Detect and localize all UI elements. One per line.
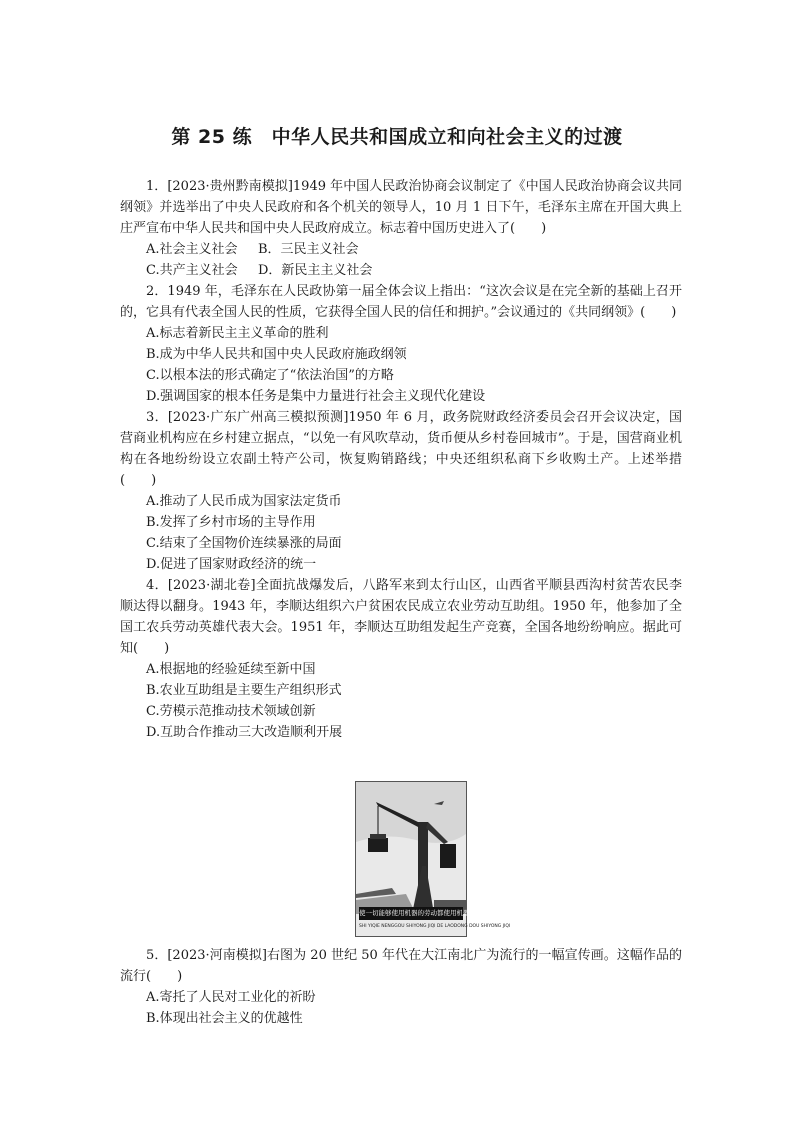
question-stem: 1．[2023·贵州黔南模拟]1949 年中国人民政治协商会议制定了《中国人民政治协商会议共同纲领》并选举出了中央人民政府和各个机关的领导人，10 月 1 日下午，毛泽东主席在开国大典上庄严宣布中华人民共和国中央人民政府成立。标志着中国历史进入了( ) bbox=[120, 179, 682, 236]
page-title: 第 25 练 中华人民共和国成立和向社会主义的过渡 bbox=[171, 126, 623, 148]
option-a: A.推动了人民币成为国家法定货币 bbox=[146, 494, 342, 509]
option-c: C.共产主义社会 bbox=[146, 263, 238, 278]
question-1 bbox=[120, 176, 682, 281]
question-3 bbox=[120, 407, 682, 575]
option-d: D．新民主主义社会 bbox=[258, 263, 373, 278]
propaganda-poster-image bbox=[355, 781, 511, 937]
question-stem: 5．[2023·河南模拟]右图为 20 世纪 50 年代在大江南北广为流行的一幅宣传画。这幅作品的流行( ) bbox=[120, 948, 682, 984]
question-4 bbox=[120, 575, 682, 743]
option-c: C.结束了全国物价连续暴涨的局面 bbox=[146, 536, 342, 551]
option-b: B.体现出社会主义的优越性 bbox=[146, 1011, 303, 1026]
option-a: A.寄托了人民对工业化的祈盼 bbox=[146, 990, 316, 1005]
option-a: A.标志着新民主主义革命的胜利 bbox=[146, 326, 329, 341]
question-5 bbox=[120, 945, 682, 1029]
question-stem: 4．[2023·湖北卷]全面抗战爆发后，八路军来到太行山区，山西省平顺县西沟村贫苦农民李顺达得以翻身。1943 年，李顺达组织六户贫困农民成立农业劳动互助组。1950 年，他参加了全国工农兵劳动英雄代表大会。1951 年，李顺达互助组发起生产竞赛，全国各地纷纷响应。据此可知( ) bbox=[120, 578, 682, 656]
option-b: B.农业互助组是主要生产组织形式 bbox=[146, 683, 342, 698]
option-d: D.强调国家的根本任务是集中力量进行社会主义现代化建设 bbox=[146, 389, 486, 404]
questions-block bbox=[120, 176, 682, 743]
option-b: B.成为中华人民共和国中央人民政府施政纲领 bbox=[146, 347, 407, 362]
question-2 bbox=[120, 281, 682, 407]
option-b: B.发挥了乡村市场的主导作用 bbox=[146, 515, 316, 530]
poster-caption: 使一切能够使用机器的劳动都使用机器 bbox=[359, 907, 463, 920]
option-b: B．三民主义社会 bbox=[258, 242, 359, 257]
question-stem: 2．1949 年，毛泽东在人民政协第一届全体会议上指出：“这次会议是在完全新的基础上召开的，它具有代表全国人民的性质，它获得全国人民的信任和拥护。”会议通过的《共同纲领》( ) bbox=[120, 284, 682, 320]
option-a: A.社会主义社会 bbox=[146, 242, 238, 257]
option-d: D.互助合作推动三大改造顺利开展 bbox=[146, 725, 343, 740]
option-d: D.促进了国家财政经济的统一 bbox=[146, 557, 317, 572]
option-a: A.根据地的经验延续至新中国 bbox=[146, 662, 316, 677]
option-c: C.以根本法的形式确定了“依法治国”的方略 bbox=[146, 368, 394, 383]
option-c: C.劳模示范推动技术领域创新 bbox=[146, 704, 316, 719]
poster-caption-pinyin: SHI YIQIE NENGGOU SHIYONG JIQI DE LAODONG DOU SHIYONG JIQI bbox=[359, 924, 511, 929]
question-stem: 3．[2023·广东广州高三模拟预测]1950 年 6 月，政务院财政经济委员会召开会议决定，国营商业机构应在乡村建立据点，“以免一有风吹草动，货币便从乡村卷回城市”。于是，国营商业机构在各地纷纷设立农副土特产公司，恢复购销路线；中央还组织私商下乡收购土产。上述举措( ) bbox=[120, 410, 682, 488]
